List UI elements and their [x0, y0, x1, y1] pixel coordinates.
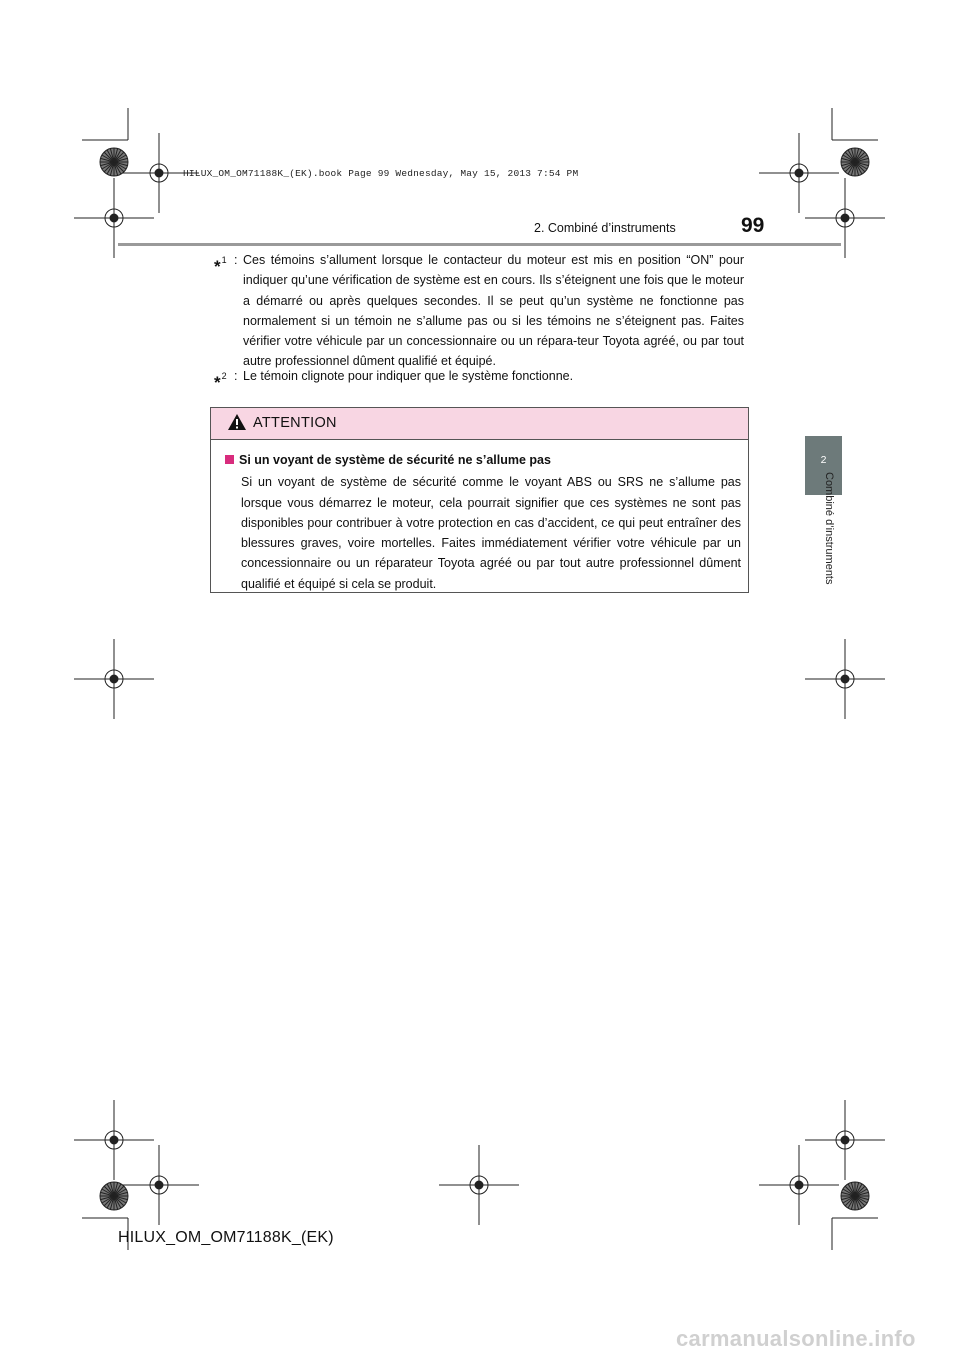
section-title: 2. Combiné d’instruments: [534, 221, 676, 235]
attention-title: ATTENTION: [253, 415, 337, 431]
footnote-2: *$^2$ : Le témoin clignote pour indiquer que le système fonctionne.: [214, 366, 744, 386]
footnote-1: *$^1$ : Ces témoins s’allument lorsque le contacteur du moteur est mis en position “ON” pour indiquer qu’une vérification de système est en cours. Ils s’éteignent une fois que le moteur a démarré ou après quelques secondes. Il se peut qu’un système ne fonctionne pas normalement si un témoin ne s’allume pas ou si les témoins ne s’éteignent pas. Faites vérifier votre véhicule par un concessionnaire ou un répara-teur Toyota agréé, ou par tout autre professionnel dûment qualifié et équipé.: [214, 250, 744, 372]
header-rule: [118, 243, 841, 246]
attention-text: Si un voyant de système de sécurité comme le voyant ABS ou SRS ne s’allume pas lorsque vous démarrez le moteur, cela pourrait signifier que ces systèmes ne sont pas disponibles pour contribuer à votre protection en cas d’accident, ce qui peut entraîner des blessures graves, voire mortelles. Faites immédiatement vérifier votre véhicule par un concessionnaire ou un réparateur Toyota agréé ou par tout autre professionnel dûment qualifié et équipé si cela se produit.: [241, 475, 741, 591]
footnote-text: Le témoin clignote pour indiquer que le système fonctionne.: [243, 369, 574, 383]
footnote-marker: *$^1$: [214, 255, 227, 276]
book-info-line: HILUX_OM_OM71188K_(EK).book Page 99 Wednesday, May 15, 2013 7:54 PM: [183, 168, 579, 179]
attention-body: [225, 450, 741, 594]
warning-triangle-icon: [227, 413, 247, 431]
page-number: 99: [741, 214, 765, 237]
footer-doc-code: HILUX_OM_OM71188K_(EK): [118, 1229, 334, 1246]
attention-box: [210, 407, 749, 593]
chapter-number: 2: [820, 454, 827, 466]
attention-header: [211, 408, 748, 440]
site-watermark: carmanualsonline.info: [676, 1326, 916, 1351]
bullet-square-icon: [225, 455, 234, 464]
footnote-marker: *$^2$: [214, 371, 227, 392]
footnote-text: Ces témoins s’allument lorsque le contacteur du moteur est mis en position “ON” pour indiquer qu’une vérification de système est en cours. Ils s’éteignent une fois que le moteur a démarré ou après quelques secondes. Il se peut qu’un système ne fonctionne pas normalement si un témoin ne s’allume pas ou si les témoins ne s’éteignent pas. Faites vérifier votre véhicule par un concessionnaire ou un répara-teur Toyota agréé, ou par tout autre professionnel dûment qualifié et équipé.: [243, 253, 744, 369]
attention-heading: Si un voyant de système de sécurité ne s’allume pas: [225, 450, 741, 470]
chapter-side-label: Combiné d’instruments: [823, 472, 835, 585]
